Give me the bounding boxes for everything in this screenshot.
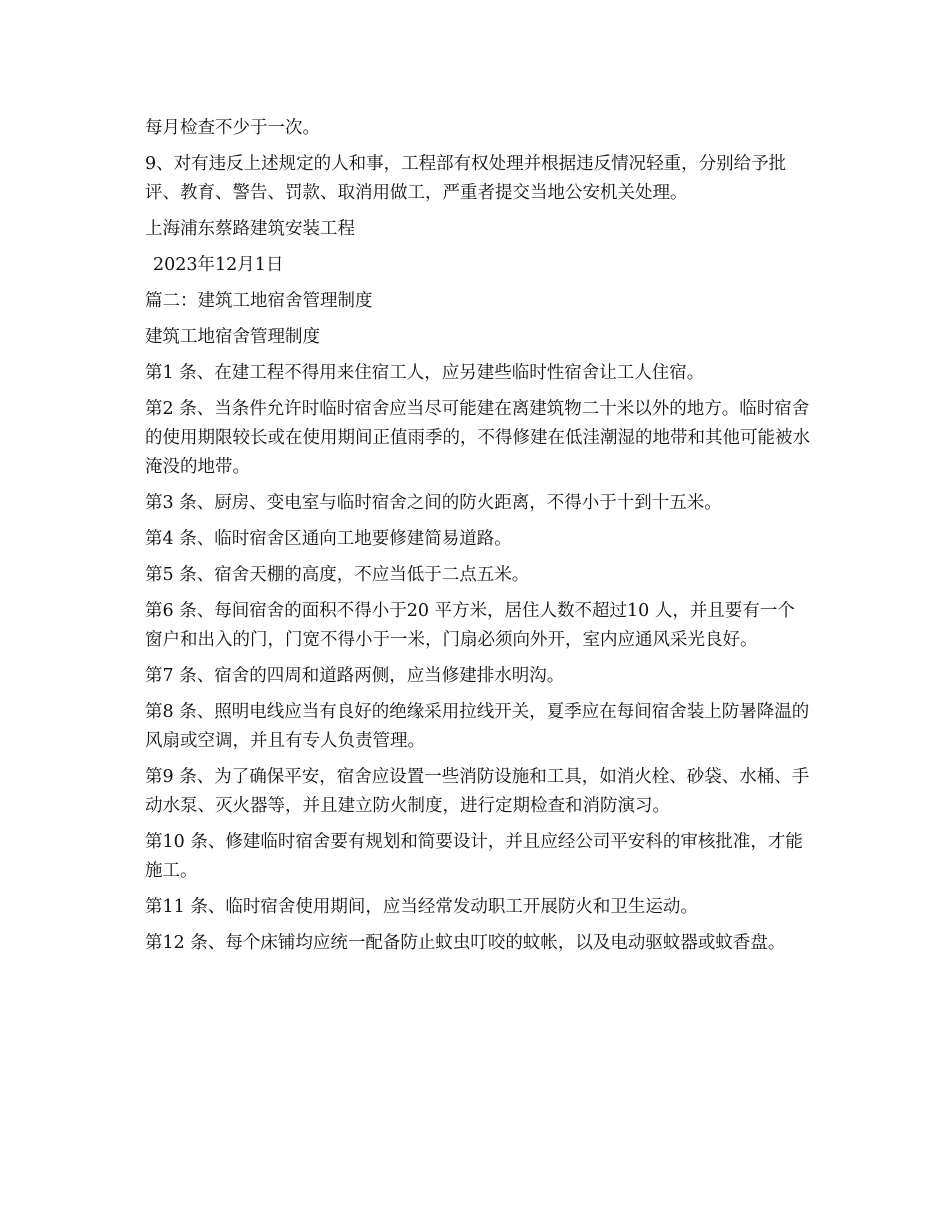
article-6: 第6 条、每间宿舍的面积不得小于20 平方米，居住人数不超过10 人，并且要有一个窗户和出入的门，门宽不得小于一米，门扇必须向外开，室内应通风采光良好。: [145, 601, 795, 650]
article-4: 第4 条、临时宿舍区通向工地要修建简易道路。: [145, 529, 512, 549]
article-5: 第5 条、宿舍天棚的高度，不应当低于二点五米。: [145, 565, 530, 585]
article-10: 第10 条、修建临时宿舍要有规划和简要设计，并且应经公司平安科的审核批准，才能施工。: [145, 832, 803, 881]
paragraph-rule-9: 9、对有违反上述规定的人和事，工程部有权处理并根据违反情况轻重，分别给予批评、教育、警告、罚款、取消用做工，严重者提交当地公安机关处理。: [145, 154, 787, 203]
article-9: 第9 条、为了确保平安，宿舍应设置一些消防设施和工具，如消火栓、砂袋、水桶、手动水泵、灭火器等，并且建立防火制度，进行定期检查和消防演习。: [145, 767, 810, 816]
article-3: 第3 条、厨房、变电室与临时宿舍之间的防火距离，不得小于十到十五米。: [145, 493, 722, 513]
article-11: 第11 条、临时宿舍使用期间，应当经常发动职工开展防火和卫生运动。: [145, 897, 698, 917]
article-7: 第7 条、宿舍的四周和道路两侧，应当修建排水明沟。: [145, 666, 565, 686]
paragraph-project-name: 上海浦东蔡路建筑安装工程: [145, 219, 355, 239]
document-body: [145, 114, 810, 965]
paragraph-date: 2023年12月1日: [153, 255, 284, 275]
article-8: 第8 条、照明电线应当有良好的绝缘采用拉线开关，夏季应在每间宿舍装上防暑降温的风扇或空调，并且有专人负责管理。: [145, 702, 810, 751]
document-title: 建筑工地宿舍管理制度: [145, 327, 320, 347]
section-heading: 篇二：建筑工地宿舍管理制度: [145, 291, 373, 311]
paragraph-inspection-frequency: 每月检查不少于一次。: [145, 118, 320, 138]
article-1: 第1 条、在建工程不得用来住宿工人，应另建些临时性宿舍让工人住宿。: [145, 363, 705, 383]
article-2: 第2 条、当条件允许时临时宿舍应当尽可能建在离建筑物二十米以外的地方。临时宿舍的使用期限较长或在使用期间正值雨季的，不得修建在低洼潮湿的地带和其他可能被水淹没的地带。: [145, 399, 810, 477]
article-12: 第12 条、每个床铺均应统一配备防止蚊虫叮咬的蚊帐，以及电动驱蚊器或蚊香盘。: [145, 933, 786, 953]
